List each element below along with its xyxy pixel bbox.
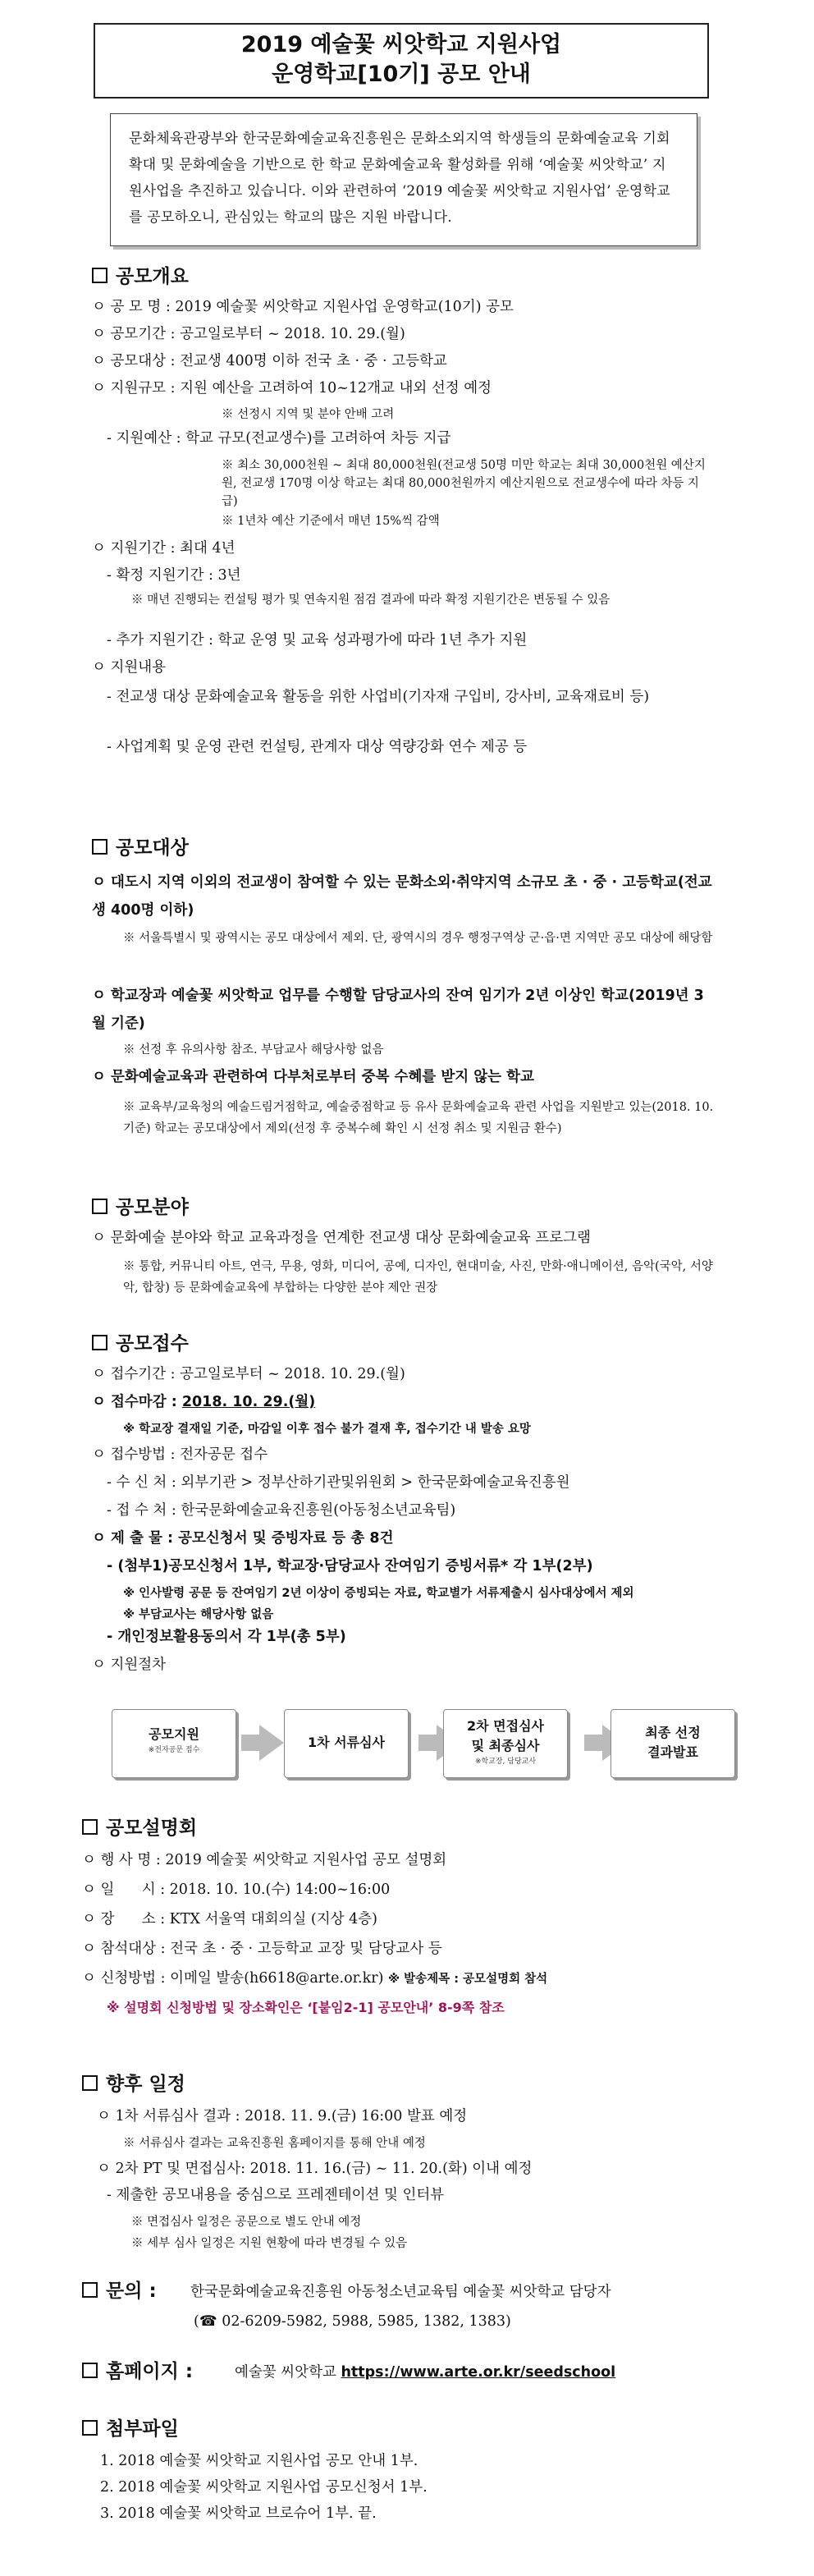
overview-term-fixed: - 확정 지원기간 : 3년: [107, 567, 241, 584]
checkbox-icon: [82, 2420, 98, 2436]
briefing-place: ㅇ 장 소 : KTX 서울역 대회의실 (지상 4층): [82, 1911, 377, 1927]
checkbox-icon: [82, 2363, 98, 2378]
attachment-item: 1. 2018 예술꽃 씨앗학교 지원사업 공모 안내 1부.: [100, 2453, 418, 2469]
section-submission-heading: 공모접수: [92, 1332, 189, 1356]
checkbox-icon: [92, 1335, 107, 1350]
section-homepage-heading: 홈페이지 :: [82, 2359, 193, 2384]
target-condition-3: ㅇ 문화예술교육과 관련하여 다부처로부터 중복 수혜를 받지 않는 학교: [92, 1069, 534, 1085]
flow-step-apply: 공모지원 ※전자공문 접수: [112, 1709, 236, 1778]
submission-docs-note-1: ※ 인사발령 공문 등 잔여임기 2년 이상이 증빙되는 자료, 학교별가 서류제출시 심사대상에서 제외: [123, 1587, 634, 1600]
submission-period: ㅇ 접수기간 : 공고일로부터 ~ 2018. 10. 29.(월): [92, 1366, 405, 1382]
submission-procedure: ㅇ 지원절차: [92, 1657, 167, 1673]
overview-name: ㅇ 공 모 명 : 2019 예술꽃 씨앗학교 지원사업 운영학교(10기) 공모: [92, 299, 514, 315]
flow-step-document-review: 1차 서류심사: [284, 1709, 409, 1778]
field-note: ※ 통합, 커뮤니티 아트, 연극, 무용, 영화, 미디어, 공예, 디자인, 현대미술, 사진, 만화·애니메이션, 음악(국악, 서양악, 합창) 등 문화예술교육에 부합하는 다양한 분야 제안 권장: [123, 1260, 713, 1295]
overview-content-1: - 전교생 대상 문화예술교육 활동을 위한 사업비(기자재 구입비, 강사비, 교육재료비 등): [107, 689, 650, 705]
schedule-round-2-note-1: ※ 면접심사 일정은 공문으로 별도 안내 예정: [131, 2216, 362, 2229]
checkbox-icon: [92, 268, 107, 283]
section-field-heading: 공모분야: [92, 1195, 189, 1220]
overview-target: ㅇ 공모대상 : 전교생 400명 이하 전국 초 · 중 · 고등학교: [92, 353, 447, 369]
overview-budget-note-1: ※ 최소 30,000천원 ~ 최대 80,000천원(전교생 50명 미만 학교는 최대 30,000천원 예산지원, 전교생 170명 이상 학교는 최대 80,000천원까지 예산지원으로 전교생수에 따라 차등 지급): [222, 459, 706, 508]
title-box: [94, 23, 709, 99]
briefing-who: ㅇ 참석대상 : 전국 초 · 중 · 고등학교 교장 및 담당교사 등: [82, 1941, 442, 1957]
briefing-name: ㅇ 행 사 명 : 2019 예술꽃 씨앗학교 지원사업 공모 설명회: [82, 1852, 447, 1868]
section-target-heading: 공모대상: [92, 836, 189, 860]
submission-docs-note-2: ※ 부담교사는 해당사항 없음: [123, 1608, 274, 1621]
submission-receiver: - 수 신 처 : 외부기관 > 정부산하기관및위원회 > 한국문화예술교육진흥원: [107, 1474, 570, 1491]
overview-budget: - 지원예산 : 학교 규모(전교생수)를 고려하여 차등 지급: [107, 430, 451, 447]
contact-phone: (☎ 02-6209-5982, 5988, 5985, 1382, 1383): [194, 2313, 511, 2330]
overview-period: ㅇ 공모기간 : 공고일로부터 ~ 2018. 10. 29.(월): [92, 326, 405, 342]
contact-text: 한국문화예술교육진흥원 아동청소년교육팀 예술꽃 씨앗학교 담당자: [190, 2284, 611, 2300]
submission-method: ㅇ 접수방법 : 전자공문 접수: [92, 1446, 268, 1463]
submission-deadline-note: ※ 학교장 결재일 기준, 마감일 이후 접수 불가 결재 후, 접수기간 내 발송 요망: [123, 1423, 531, 1436]
overview-term-note: ※ 매년 진행되는 컨설팅 평가 및 연속지원 점검 결과에 따라 확정 지원기간은 변동될 수 있음: [131, 594, 610, 607]
overview-term: ㅇ 지원기간 : 최대 4년: [92, 540, 236, 557]
homepage-text: 예술꽃 씨앗학교 https://www.arte.or.kr/seedschool: [235, 2364, 616, 2381]
flow-step-interview: 2차 면접심사 및 최종심사 ※학교장, 담당교사: [443, 1709, 568, 1778]
briefing-apply: ㅇ 신청방법 : 이메일 발송(h6618@arte.or.kr) ※ 발송제목 : 공모설명회 참석: [82, 1970, 548, 1987]
overview-term-extra: - 추가 지원기간 : 학교 운영 및 교육 성과평가에 따라 1년 추가 지원: [107, 632, 528, 649]
attachment-item: 3. 2018 예술꽃 씨앗학교 브로슈어 1부. 끝.: [100, 2505, 377, 2522]
title-line-2: 운영학교[10기] 공모 안내: [272, 62, 531, 87]
overview-scale-note: ※ 선정시 지역 및 분야 안배 고려: [222, 408, 395, 421]
section-overview-heading: 공모개요: [92, 264, 189, 289]
target-condition-1-note: ※ 서울특별시 및 광역시는 공모 대상에서 제외. 단, 광역시의 경우 행정구역상 군·읍·면 지역만 공모 대상에 해당함: [123, 932, 713, 945]
target-condition-1: ㅇ 대도시 지역 이외의 전교생이 참여할 수 있는 문화소외·취약지역 소규모 초 · 중 · 고등학교(전교생 400명 이하): [92, 874, 712, 919]
submission-docs-2: - 개인정보활용동의서 각 1부(총 5부): [107, 1629, 346, 1645]
schedule-round-2-note-2: ※ 세부 심사 일정은 지원 현황에 따라 변경될 수 있음: [131, 2237, 408, 2250]
flow-step-announcement: 최종 선정 결과발표: [610, 1709, 735, 1778]
section-schedule-heading: 향후 일정: [82, 2072, 185, 2097]
homepage-link[interactable]: https://www.arte.or.kr/seedschool: [341, 2364, 616, 2381]
overview-scale: ㅇ 지원규모 : 지원 예산을 고려하여 10~12개교 내외 선정 예정: [92, 380, 492, 396]
submission-office: - 접 수 처 : 한국문화예술교육진흥원(아동청소년교육팀): [107, 1502, 456, 1519]
section-attachments-heading: 첨부파일: [82, 2417, 179, 2441]
overview-content-2: - 사업계획 및 운영 관련 컨설팅, 관계자 대상 역량강화 연수 제공 등: [107, 739, 528, 755]
schedule-round-2-sub: - 제출한 공모내용을 중심으로 프레젠테이션 및 인터뷰: [107, 2187, 445, 2203]
submission-docs-1: - (첨부1)공모신청서 1부, 학교장·담당교사 잔여임기 증빙서류* 각 1부(2부): [107, 1558, 593, 1574]
schedule-round-1-note: ※ 서류심사 결과는 교육진흥원 홈페이지를 통해 안내 예정: [123, 2137, 426, 2150]
overview-content: ㅇ 지원내용: [92, 659, 167, 676]
flow-arrow-icon: [259, 1725, 284, 1761]
checkbox-icon: [92, 839, 107, 855]
briefing-note: ※ 설명회 신청방법 및 장소확인은 ‘[붙임2-1] 공모안내’ 8-9쪽 참조: [107, 2000, 505, 2015]
target-condition-2: ㅇ 학교장과 예술꽃 씨앗학교 업무를 수행할 담당교사의 잔여 임기가 2년 이상인 학교(2019년 3월 기준): [92, 988, 704, 1032]
submission-deadline: ㅇ 접수마감 : 2018. 10. 29.(월): [92, 1394, 316, 1410]
field-line: ㅇ 문화예술 분야와 학교 교육과정을 연계한 전교생 대상 문화예술교육 프로그램: [92, 1230, 591, 1246]
checkbox-icon: [92, 1199, 107, 1214]
submission-docs: ㅇ 제 출 물 : 공모신청서 및 증빙자료 등 총 8건: [92, 1530, 394, 1547]
target-condition-2-note: ※ 선정 후 유의사항 참조. 부담교사 해당사항 없음: [123, 1043, 384, 1057]
section-contact-heading: 문의 :: [82, 2279, 157, 2303]
checkbox-icon: [82, 2075, 98, 2091]
target-condition-3-note: ※ 교육부/교육청의 예술드림거점학교, 예술중점학교 등 유사 문화예술교육 관련 사업을 지원받고 있는(2018. 10. 기준) 학교는 공모대상에서 제외(선정 후 중복수혜 확인 시 선정 취소 및 지원금 환수): [123, 1101, 714, 1135]
attachment-item: 2. 2018 예술꽃 씨앗학교 지원사업 공모신청서 1부.: [100, 2479, 428, 2496]
briefing-date: ㅇ 일 시 : 2018. 10. 10.(수) 14:00~16:00: [82, 1882, 391, 1898]
checkbox-icon: [82, 2282, 98, 2298]
schedule-round-2: ㅇ 2차 PT 및 면접심사: 2018. 11. 16.(금) ~ 11. 20.(화) 이내 예정: [97, 2161, 533, 2177]
overview-budget-note-2: ※ 1년차 예산 기준에서 매년 15%씩 감액: [222, 515, 440, 528]
intro-box: 문화체육관광부와 한국문화예술교육진흥원은 문화소외지역 학생들의 문화예술교육 기회 확대 및 문화예술을 기반으로 한 학교 문화예술교육 활성화를 위해 ‘예술꽃 씨앗학교’ 지원사업을 추진하고 있습니다. 이와 관련하여 ‘2019 예술꽃 씨앗학교 지원사업’ 운영학교를 공모하오니, 관심있는 학교의 많은 지원 바랍니다.: [110, 113, 697, 246]
schedule-round-1: ㅇ 1차 서류심사 결과 : 2018. 11. 9.(금) 16:00 발표 예정: [97, 2108, 468, 2125]
checkbox-icon: [82, 1819, 98, 1835]
title-line-1: 2019 예술꽃 씨앗학교 지원사업: [240, 32, 562, 57]
section-briefing-heading: 공모설명회: [82, 1816, 197, 1840]
